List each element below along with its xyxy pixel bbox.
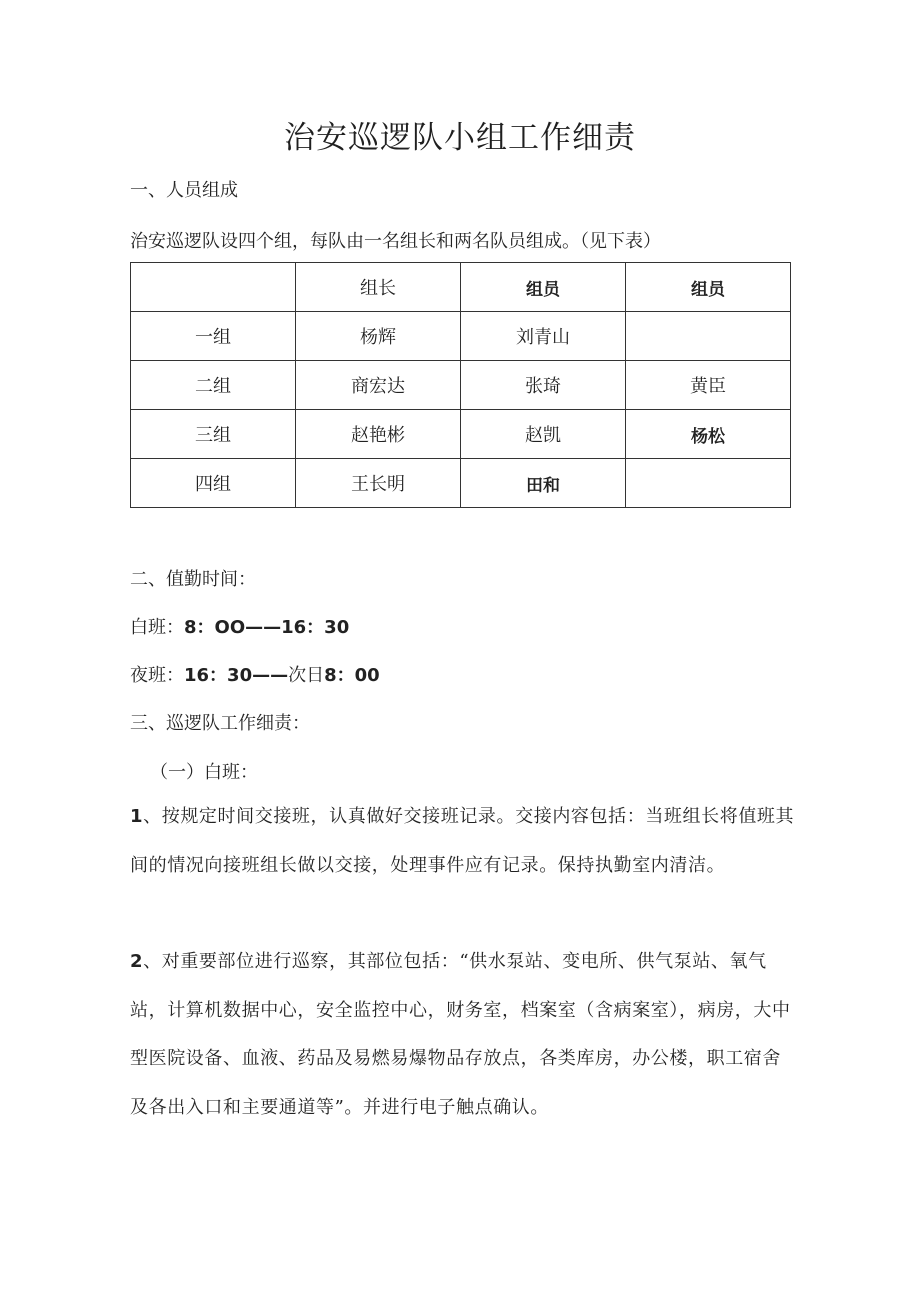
night-shift-start: 16：30—— bbox=[184, 665, 289, 686]
duty-item bbox=[130, 938, 798, 1132]
table-cell: 赵凯 bbox=[461, 410, 626, 459]
personnel-intro: 治安巡逻队设四个组，每队由一名组长和两名队员组成。（见下表） bbox=[130, 231, 661, 252]
table-header-cell: 组员 bbox=[626, 263, 791, 312]
table-header-cell: 组长 bbox=[296, 263, 461, 312]
night-shift-line bbox=[130, 661, 380, 687]
subsection-heading-day-shift: （一）白班： bbox=[150, 762, 258, 783]
table-cell: 三组 bbox=[131, 410, 296, 459]
section-heading-personnel: 一、人员组成 bbox=[130, 180, 238, 201]
duty-item bbox=[130, 793, 798, 890]
table-cell: 二组 bbox=[131, 361, 296, 410]
night-shift-next-day: 次日 bbox=[288, 665, 325, 686]
day-shift-line bbox=[130, 613, 349, 639]
day-shift-time: 8：OO——16：30 bbox=[184, 617, 350, 638]
document-title: 治安巡逻队小组工作细责 bbox=[284, 120, 636, 156]
table-cell: 杨松 bbox=[626, 410, 791, 459]
table-header-cell: 组员 bbox=[461, 263, 626, 312]
day-shift-label: 白班： bbox=[130, 617, 184, 638]
table-cell bbox=[626, 312, 791, 361]
table-cell: 黄臣 bbox=[626, 361, 791, 410]
section-heading-duty-time: 二、值勤时间： bbox=[130, 569, 256, 590]
table-cell: 杨辉 bbox=[296, 312, 461, 361]
section-heading-duties: 三、巡逻队工作细责： bbox=[130, 713, 310, 734]
table-cell: 一组 bbox=[131, 312, 296, 361]
duty-item-text: 、按规定时间交接班，认真做好交接班记录。交接内容包括：当班组长将值班其间的情况向接班组长做以交接，处理事件应有记录。保持执勤室内清洁。 bbox=[130, 806, 795, 876]
table-cell: 刘青山 bbox=[461, 312, 626, 361]
table-cell: 四组 bbox=[131, 459, 296, 508]
table-cell bbox=[626, 459, 791, 508]
night-shift-label: 夜班： bbox=[130, 665, 184, 686]
table-row bbox=[131, 410, 791, 459]
table-cell: 王长明 bbox=[296, 459, 461, 508]
table-header-row bbox=[131, 263, 791, 312]
duty-item-text: 、对重要部位进行巡察，其部位包括：“供水泵站、变电所、供气泵站、氧气站，计算机数据中心，安全监控中心，财务室，档案室（含病案室），病房，大中型医院设备、血液、药品及易燃易爆物品存放点，各类库房，办公楼，职工宿舍及各出入口和主要通道等”。并进行电子触点确认。 bbox=[130, 951, 791, 1118]
duty-item-number: 2 bbox=[130, 951, 144, 972]
team-roster-table bbox=[130, 262, 791, 508]
table-cell: 赵艳彬 bbox=[296, 410, 461, 459]
table-row bbox=[131, 361, 791, 410]
night-shift-end: 8：00 bbox=[324, 665, 380, 686]
table-row bbox=[131, 312, 791, 361]
table-header-cell bbox=[131, 263, 296, 312]
table-row bbox=[131, 459, 791, 508]
table-cell: 商宏达 bbox=[296, 361, 461, 410]
duty-item-number: 1 bbox=[130, 806, 144, 827]
table-cell: 张琦 bbox=[461, 361, 626, 410]
table-cell: 田和 bbox=[461, 459, 626, 508]
